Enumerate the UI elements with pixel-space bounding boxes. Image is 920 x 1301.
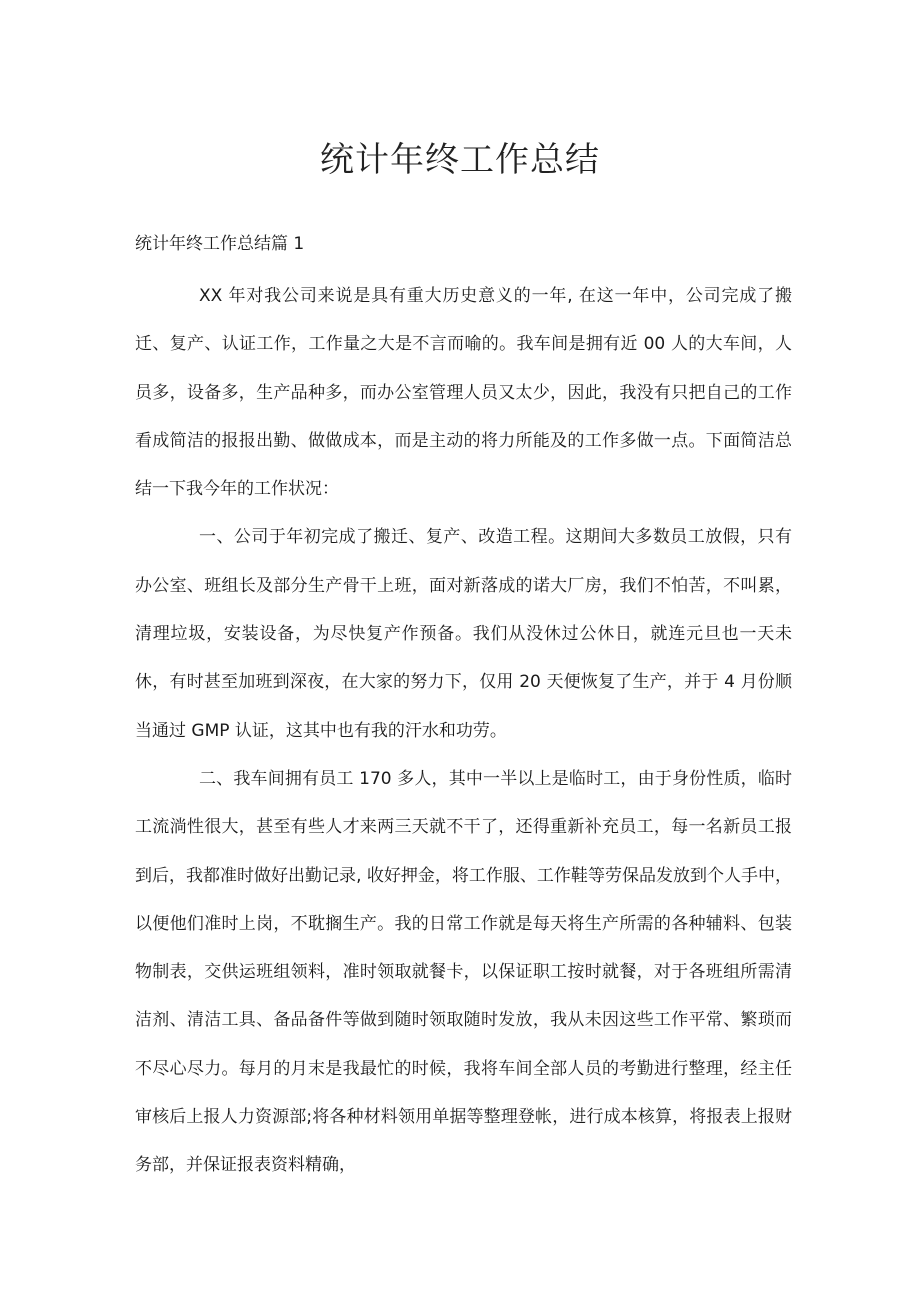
document-body [135,272,792,1190]
section-heading: 统计年终工作总结篇 1 [135,234,305,254]
paragraph-intro: XX 年对我公司来说是具有重大历史意义的一年, 在这一年中，公司完成了搬迁、复产、认证工作，工作量之大是不言而喻的。我车间是拥有近 00 人的大车间，人员多，设备多，生产品种多，而办公室管理人员又太少，因此，我没有只把自己的工作看成简洁的报报出勤、做做成本，而是主动的将力所能及的工作多做一点。下面简洁总结一下我今年的工作状况： [135,286,792,500]
paragraph-item-1: 一、公司于年初完成了搬迁、复产、改造工程。这期间大多数员工放假，只有办公室、班组长及部分生产骨干上班，面对新落成的诺大厂房，我们不怕苦，不叫累，清理垃圾，安装设备，为尽快复产作预备。我们从没休过公休日，就连元旦也一天未休，有时甚至加班到深夜，在大家的努力下，仅用 20 天便恢复了生产，并于 4 月份顺当通过 GMP 认证，这其中也有我的汗水和功劳。 [135,527,792,741]
document-title: 统计年终工作总结 [320,140,600,180]
paragraph-item-2: 二、我车间拥有员工 170 多人，其中一半以上是临时工，由于身份性质，临时工流淌性很大，甚至有些人才来两三天就不干了，还得重新补充员工，每一名新员工报到后，我都准时做好出勤记录, 收好押金，将工作服、工作鞋等劳保品发放到个人手中，以便他们准时上岗，不耽搁生产。我的日常工作就是每天将生产所需的各种辅料、包装物制表，交供运班组领料，准时领取就餐卡，以保证职工按时就餐，对于各班组所需清洁剂、清洁工具、备品备件等做到随时领取随时发放，我从未因这些工作平常、繁琐而不尽心尽力。每月的月末是我最忙的时候，我将车间全部人员的考勤进行整理，经主任审核后上报人力资源部;将各种材料领用单据等整理登帐，进行成本核算，将报表上报财务部，并保证报表资料精确， [135,768,792,1176]
